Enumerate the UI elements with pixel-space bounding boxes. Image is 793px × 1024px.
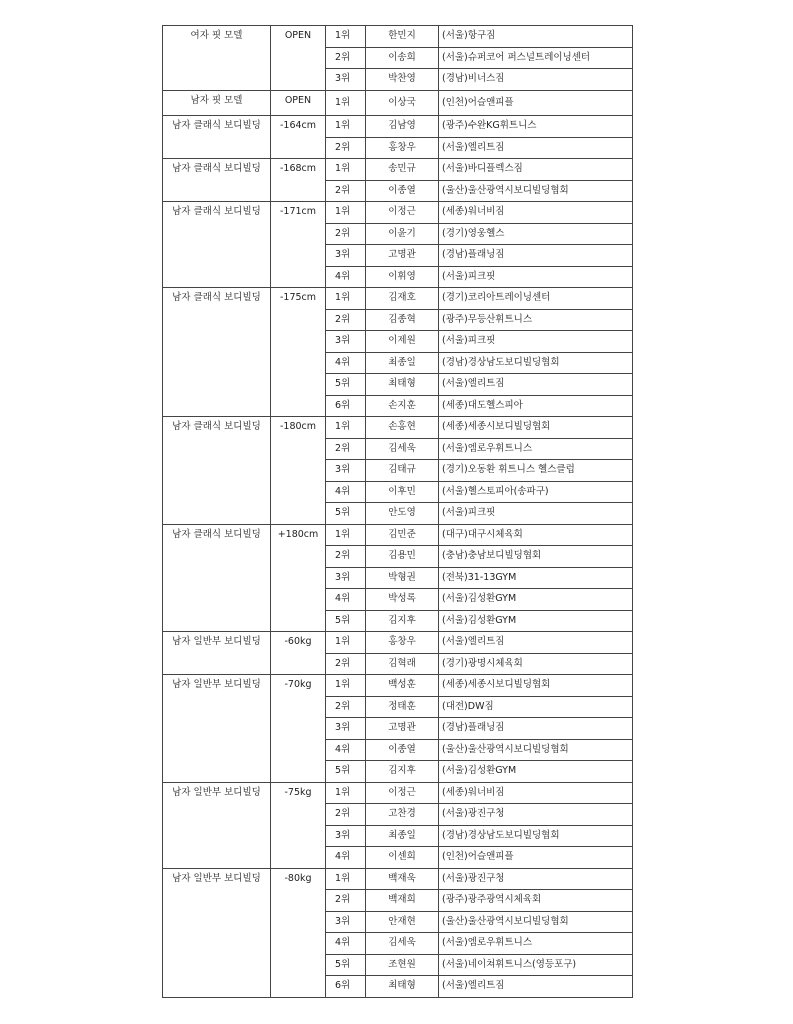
rank-cell: 3위	[326, 718, 366, 740]
rank-cell: 4위	[326, 481, 366, 503]
rank-cell: 3위	[326, 911, 366, 933]
name-cell: 한민지	[366, 26, 439, 48]
name-cell: 이정근	[366, 202, 439, 224]
rank-cell: 5위	[326, 374, 366, 396]
affiliation-cell: (울산)울산광역시보디빌딩협회	[439, 739, 633, 761]
affiliation-cell: (경남)경상남도보디빌딩협회	[439, 825, 633, 847]
affiliation-cell: (인천)어슬앤피플	[439, 847, 633, 869]
rank-cell: 3위	[326, 69, 366, 91]
affiliation-cell: (경남)플래닝짐	[439, 245, 633, 267]
rank-cell: 3위	[326, 460, 366, 482]
name-cell: 조현원	[366, 954, 439, 976]
name-cell: 이센희	[366, 847, 439, 869]
rank-cell: 2위	[326, 180, 366, 202]
result-row	[163, 26, 633, 48]
division-cell: -171cm	[271, 202, 326, 288]
name-cell: 홍창우	[366, 137, 439, 159]
affiliation-cell: (서울)김성환GYM	[439, 761, 633, 783]
category-cell: 남자 클래식 보디빌딩	[163, 116, 271, 159]
category-cell: 여자 핏 모델	[163, 26, 271, 91]
name-cell: 안도영	[366, 503, 439, 525]
name-cell: 김지후	[366, 761, 439, 783]
name-cell: 백재욱	[366, 868, 439, 890]
name-cell: 이정근	[366, 782, 439, 804]
results-body	[163, 26, 633, 998]
affiliation-cell: (경남)경상남도보디빌딩협회	[439, 352, 633, 374]
rank-cell: 1위	[326, 26, 366, 48]
name-cell: 이종열	[366, 739, 439, 761]
affiliation-cell: (서울)엠로우휘트니스	[439, 933, 633, 955]
rank-cell: 2위	[326, 546, 366, 568]
affiliation-cell: (인천)어슬앤피플	[439, 90, 633, 116]
affiliation-cell: (서울)네이쳐휘트니스(영등포구)	[439, 954, 633, 976]
rank-cell: 3위	[326, 567, 366, 589]
affiliation-cell: (대전)DW짐	[439, 696, 633, 718]
rank-cell: 5위	[326, 954, 366, 976]
division-cell: -180cm	[271, 417, 326, 525]
name-cell: 이상국	[366, 90, 439, 116]
category-cell: 남자 클래식 보디빌딩	[163, 524, 271, 632]
affiliation-cell: (경기)영웅헬스	[439, 223, 633, 245]
result-row	[163, 417, 633, 439]
rank-cell: 1위	[326, 868, 366, 890]
name-cell: 김용민	[366, 546, 439, 568]
affiliation-cell: (광주)광주광역시체육회	[439, 890, 633, 912]
rank-cell: 2위	[326, 890, 366, 912]
name-cell: 최종일	[366, 352, 439, 374]
name-cell: 고명관	[366, 245, 439, 267]
name-cell: 박성록	[366, 589, 439, 611]
rank-cell: 4위	[326, 352, 366, 374]
rank-cell: 1위	[326, 202, 366, 224]
name-cell: 이송희	[366, 47, 439, 69]
category-cell: 남자 일반부 보디빌딩	[163, 868, 271, 997]
affiliation-cell: (서울)슈퍼코어 퍼스널트레이닝센터	[439, 47, 633, 69]
rank-cell: 4위	[326, 266, 366, 288]
affiliation-cell: (경남)플래닝짐	[439, 718, 633, 740]
affiliation-cell: (서울)엘리트짐	[439, 137, 633, 159]
affiliation-cell: (광주)무등산휘트니스	[439, 309, 633, 331]
name-cell: 이제원	[366, 331, 439, 353]
name-cell: 백재희	[366, 890, 439, 912]
rank-cell: 2위	[326, 137, 366, 159]
affiliation-cell: (서울)광진구청	[439, 868, 633, 890]
name-cell: 박찬영	[366, 69, 439, 91]
affiliation-cell: (서울)피크핏	[439, 266, 633, 288]
rank-cell: 3위	[326, 245, 366, 267]
rank-cell: 5위	[326, 761, 366, 783]
division-cell: OPEN	[271, 90, 326, 116]
result-row	[163, 868, 633, 890]
rank-cell: 1위	[326, 90, 366, 116]
name-cell: 최태형	[366, 374, 439, 396]
rank-cell: 2위	[326, 47, 366, 69]
name-cell: 김남영	[366, 116, 439, 138]
category-cell: 남자 일반부 보디빌딩	[163, 675, 271, 783]
name-cell: 김지후	[366, 610, 439, 632]
category-cell: 남자 클래식 보디빌딩	[163, 288, 271, 417]
name-cell: 김혁래	[366, 653, 439, 675]
rank-cell: 3위	[326, 331, 366, 353]
rank-cell: 2위	[326, 223, 366, 245]
category-cell: 남자 클래식 보디빌딩	[163, 202, 271, 288]
affiliation-cell: (울산)울산광역시보디빌딩협회	[439, 180, 633, 202]
affiliation-cell: (서울)김성환GYM	[439, 610, 633, 632]
affiliation-cell: (세종)워너비짐	[439, 202, 633, 224]
name-cell: 김재호	[366, 288, 439, 310]
rank-cell: 5위	[326, 503, 366, 525]
rank-cell: 4위	[326, 847, 366, 869]
division-cell: -70kg	[271, 675, 326, 783]
affiliation-cell: (서울)김성환GYM	[439, 589, 633, 611]
affiliation-cell: (경기)코리아트레이닝센터	[439, 288, 633, 310]
name-cell: 김태규	[366, 460, 439, 482]
rank-cell: 5위	[326, 610, 366, 632]
rank-cell: 1위	[326, 675, 366, 697]
rank-cell: 1위	[326, 632, 366, 654]
affiliation-cell: (서울)피크핏	[439, 503, 633, 525]
result-row	[163, 524, 633, 546]
division-cell: -80kg	[271, 868, 326, 997]
rank-cell: 1위	[326, 524, 366, 546]
affiliation-cell: (서울)피크핏	[439, 331, 633, 353]
division-cell: -60kg	[271, 632, 326, 675]
rank-cell: 4위	[326, 589, 366, 611]
rank-cell: 2위	[326, 696, 366, 718]
division-cell: -75kg	[271, 782, 326, 868]
division-cell: -175cm	[271, 288, 326, 417]
affiliation-cell: (세종)세종시보디빌딩협회	[439, 675, 633, 697]
rank-cell: 2위	[326, 804, 366, 826]
affiliation-cell: (대구)대구시체육회	[439, 524, 633, 546]
rank-cell: 6위	[326, 395, 366, 417]
result-row	[163, 632, 633, 654]
affiliation-cell: (경기)오동환 휘트니스 헬스클럽	[439, 460, 633, 482]
affiliation-cell: (서울)항구짐	[439, 26, 633, 48]
division-cell: -168cm	[271, 159, 326, 202]
rank-cell: 4위	[326, 739, 366, 761]
affiliation-cell: (서울)엘리트짐	[439, 976, 633, 998]
result-row	[163, 116, 633, 138]
result-row	[163, 675, 633, 697]
rank-cell: 2위	[326, 309, 366, 331]
affiliation-cell: (서울)바디플렉스짐	[439, 159, 633, 181]
affiliation-cell: (서울)엘리트짐	[439, 632, 633, 654]
affiliation-cell: (경남)비너스짐	[439, 69, 633, 91]
category-cell: 남자 일반부 보디빌딩	[163, 782, 271, 868]
name-cell: 정태훈	[366, 696, 439, 718]
result-row	[163, 202, 633, 224]
affiliation-cell: (충남)충남보디빌딩협회	[439, 546, 633, 568]
division-cell: -164cm	[271, 116, 326, 159]
name-cell: 백성훈	[366, 675, 439, 697]
rank-cell: 1위	[326, 159, 366, 181]
category-cell: 남자 클래식 보디빌딩	[163, 417, 271, 525]
rank-cell: 1위	[326, 782, 366, 804]
results-table	[162, 25, 633, 998]
affiliation-cell: (울산)울산광역시보디빌딩협회	[439, 911, 633, 933]
name-cell: 박형권	[366, 567, 439, 589]
name-cell: 김세욱	[366, 438, 439, 460]
affiliation-cell: (서울)헬스토피아(송파구)	[439, 481, 633, 503]
affiliation-cell: (세종)워너비짐	[439, 782, 633, 804]
name-cell: 김민준	[366, 524, 439, 546]
rank-cell: 4위	[326, 933, 366, 955]
affiliation-cell: (서울)엘리트짐	[439, 374, 633, 396]
name-cell: 이후민	[366, 481, 439, 503]
name-cell: 송민규	[366, 159, 439, 181]
result-row	[163, 782, 633, 804]
name-cell: 김종혁	[366, 309, 439, 331]
name-cell: 최태형	[366, 976, 439, 998]
name-cell: 손홍현	[366, 417, 439, 439]
name-cell: 이윤기	[366, 223, 439, 245]
affiliation-cell: (서울)광진구청	[439, 804, 633, 826]
category-cell: 남자 일반부 보디빌딩	[163, 632, 271, 675]
name-cell: 고찬경	[366, 804, 439, 826]
result-row	[163, 288, 633, 310]
name-cell: 김세욱	[366, 933, 439, 955]
category-cell: 남자 클래식 보디빌딩	[163, 159, 271, 202]
category-cell: 남자 핏 모델	[163, 90, 271, 116]
affiliation-cell: (세종)세종시보디빌딩협회	[439, 417, 633, 439]
name-cell: 홍창우	[366, 632, 439, 654]
affiliation-cell: (광주)수완KG휘트니스	[439, 116, 633, 138]
rank-cell: 3위	[326, 825, 366, 847]
affiliation-cell: (경기)광명시체육회	[439, 653, 633, 675]
rank-cell: 2위	[326, 438, 366, 460]
division-cell: OPEN	[271, 26, 326, 91]
division-cell: +180cm	[271, 524, 326, 632]
name-cell: 최종일	[366, 825, 439, 847]
name-cell: 안재현	[366, 911, 439, 933]
name-cell: 손지훈	[366, 395, 439, 417]
result-row	[163, 159, 633, 181]
rank-cell: 1위	[326, 288, 366, 310]
rank-cell: 2위	[326, 653, 366, 675]
name-cell: 이휘영	[366, 266, 439, 288]
rank-cell: 6위	[326, 976, 366, 998]
affiliation-cell: (서울)엠로우휘트니스	[439, 438, 633, 460]
affiliation-cell: (세종)대도헬스피아	[439, 395, 633, 417]
rank-cell: 1위	[326, 116, 366, 138]
name-cell: 고명관	[366, 718, 439, 740]
affiliation-cell: (전북)31-13GYM	[439, 567, 633, 589]
result-row	[163, 90, 633, 116]
rank-cell: 1위	[326, 417, 366, 439]
name-cell: 이종열	[366, 180, 439, 202]
